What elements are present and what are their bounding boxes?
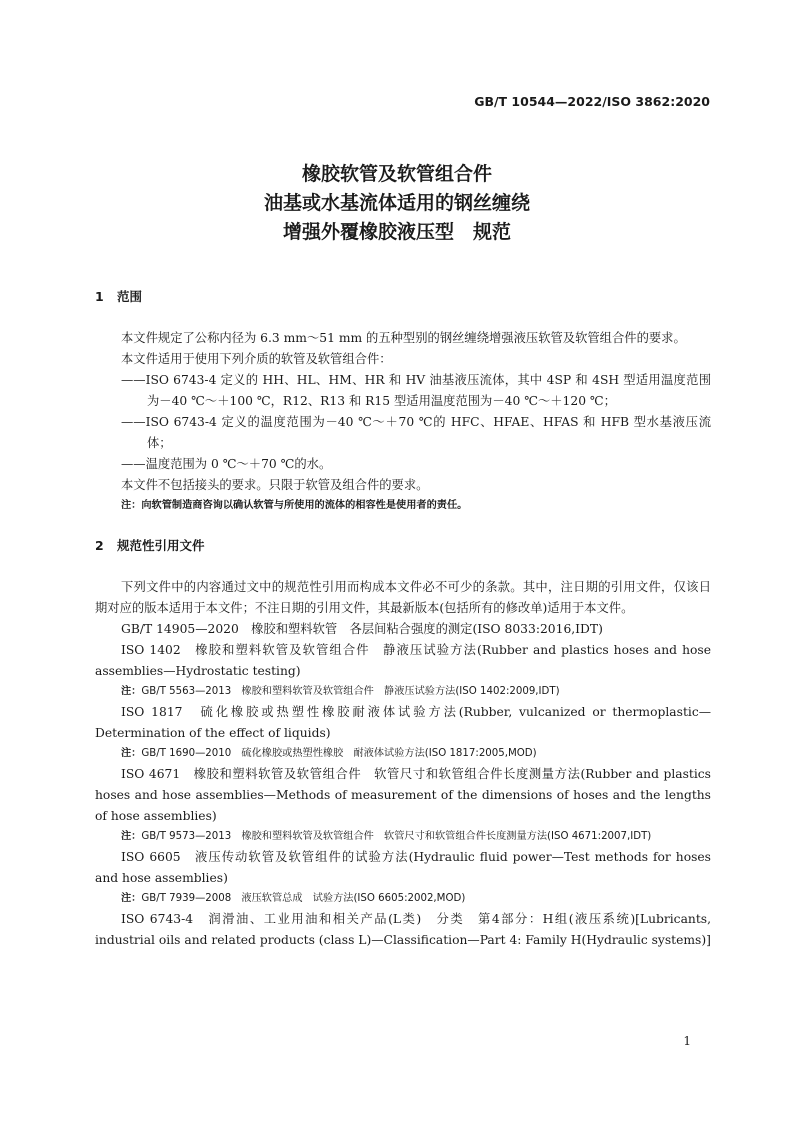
scope-paragraph-1: 本文件规定了公称内径为 6.3 mm～51 mm 的五种型别的钢丝缠绕增强液压软管及软管组合件的要求。 <box>121 331 686 345</box>
reference-entry: ISO 1817 硫化橡胶或热塑性橡胶耐液体试验方法(Rubber, vulcanized or thermoplastic—Determination of the effect of liquids) <box>95 705 711 740</box>
scope-note: 注：向软管制造商咨询以确认软管与所使用的流体的相容性是使用者的责任。 <box>121 500 468 511</box>
note-label: 注： <box>121 893 142 904</box>
reference-entry: ISO 6605 液压传动软管及软管组件的试验方法(Hydraulic fluid power—Test methods for hoses and hose assemblies) <box>95 850 711 885</box>
title-line-1: 橡胶软管及软管组合件 <box>301 163 492 185</box>
note-label: 注： <box>121 748 142 759</box>
document-title <box>0 160 794 247</box>
reference-note <box>95 682 711 702</box>
note-text: GB/T 9573—2013 橡胶和塑料软管及软管组合件 软管尺寸和软管组合件长度测量方法(ISO 4671:2007,IDT) <box>141 831 652 842</box>
reference-entry: ISO 6743-4 润滑油、工业用油和相关产品(L类) 分类 第4部分：H组(液压系统)[Lubricants, industrial oils and related products (class L)—Classification—Part 4: Family H(Hydraulic systems)] <box>95 912 711 947</box>
scope-list-item-2: ——ISO 6743-4 定义的温度范围为－40 ℃～＋70 ℃的 HFC、HFAE、HFAS 和 HFB 型水基液压流体； <box>121 415 711 450</box>
page-number: 1 <box>683 1034 691 1048</box>
note-text: GB/T 1690—2010 硫化橡胶或热塑性橡胶 耐液体试验方法(ISO 1817:2005,MOD) <box>141 748 537 759</box>
document-body <box>95 286 711 951</box>
section-1-number: 1 <box>95 289 104 304</box>
reference-note <box>95 827 711 847</box>
reference-entry: GB/T 14905—2020 橡胶和塑料软管 各层间粘合强度的测定(ISO 8033:2016,IDT) <box>121 622 603 636</box>
scope-paragraph-3: 本文件不包括接头的要求。只限于软管及组合件的要求。 <box>121 478 429 492</box>
references-intro: 下列文件中的内容通过文中的规范性引用而构成本文件必不可少的条款。其中，注日期的引用文件，仅该日期对应的版本适用于本文件；不注日期的引用文件，其最新版本(包括所有的修改单)适用于本文件。 <box>95 580 711 615</box>
reference-entry: ISO 1402 橡胶和塑料软管及软管组合件 静液压试验方法(Rubber and plastics hoses and hose assemblies—Hydrostatic testing) <box>95 643 711 678</box>
section-2-number: 2 <box>95 538 104 553</box>
title-line-3: 增强外覆橡胶液压型 规范 <box>282 221 511 243</box>
note-text: GB/T 5563—2013 橡胶和塑料软管及软管组合件 静液压试验方法(ISO 1402:2009,IDT) <box>141 686 560 697</box>
section-1-title: 范围 <box>117 289 143 304</box>
scope-paragraph-2: 本文件适用于使用下列介质的软管及软管组合件： <box>121 352 392 366</box>
note-label: 注： <box>121 831 142 842</box>
scope-list-item-3: ——温度范围为 0 ℃～＋70 ℃的水。 <box>121 457 332 471</box>
section-2-title: 规范性引用文件 <box>117 538 205 553</box>
note-label: 注： <box>121 686 142 697</box>
reference-note <box>95 744 711 764</box>
note-text: GB/T 7939—2008 液压软管总成 试验方法(ISO 6605:2002,MOD) <box>141 893 466 904</box>
scope-list-item-1: ——ISO 6743-4 定义的 HH、HL、HM、HR 和 HV 油基液压流体，其中 4SP 和 4SH 型适用温度范围为－40 ℃～＋100 ℃，R12、R13 和 R15 型适用温度范围为－40 ℃～＋120 ℃； <box>121 373 711 408</box>
standard-code: GB/T 10544—2022/ISO 3862:2020 <box>474 94 710 109</box>
section-1-heading <box>95 286 711 307</box>
reference-note <box>95 889 711 909</box>
title-line-2: 油基或水基流体适用的钢丝缠绕 <box>263 192 530 214</box>
section-2-heading <box>95 535 711 556</box>
reference-entry: ISO 4671 橡胶和塑料软管及软管组合件 软管尺寸和软管组合件长度测量方法(Rubber and plastics hoses and hose assemblies—Methods of measurement of the dimensions of hoses and the lengths of hose assemblies) <box>95 767 711 823</box>
